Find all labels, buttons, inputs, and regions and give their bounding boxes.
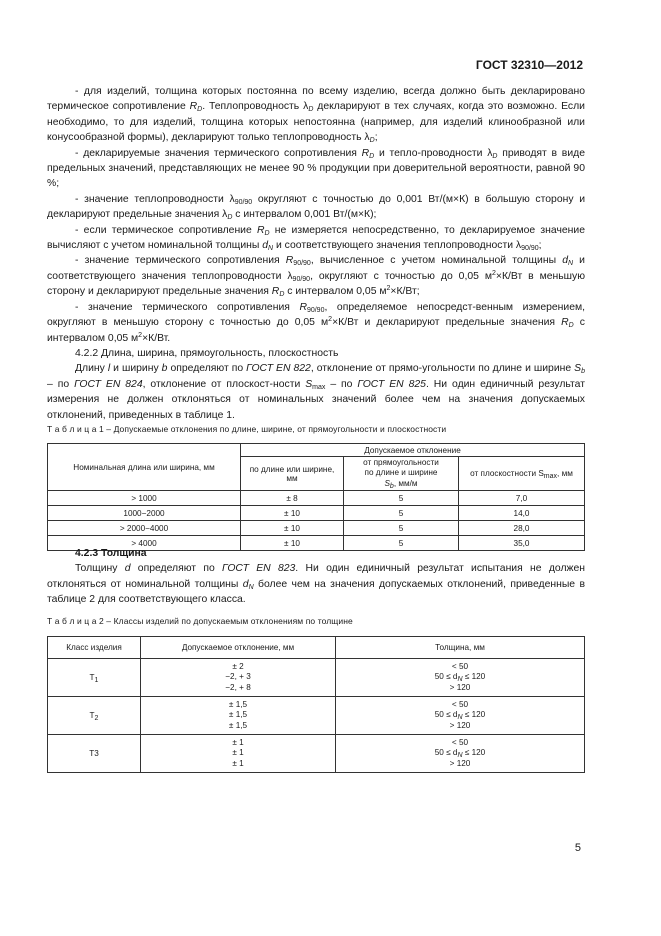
paragraph-1: - для изделий, толщина которых постоянна по всему изделию, всегда должно быть декларировано термическое сопротивление $R_D$. Теплопроводность $\lambda_D$ декларируют в тех случаях, когда это возможно. Если необходимо, то для изделий, толщина которых непостоянна (например, для изделий клинообразной или конусообразной формы), декларируют только теплопроводность $\lambda_D$; bbox=[47, 86, 585, 145]
table-1 bbox=[47, 443, 585, 551]
table-2-col-dev: Допускаемое отклонение, мм bbox=[141, 637, 336, 659]
table-row: T3 ± 1 ± 1 ± 1 < 50 $50 \le d_N \le 120$ > 120 bbox=[48, 735, 585, 773]
table-1-col-nominal: Номинальная длина или ширина, мм bbox=[48, 444, 241, 491]
table-row: > 4000 ± 10 5 35,0 bbox=[48, 536, 585, 551]
table-1-col-flat: от плоскостности $S_{max}$, мм bbox=[459, 457, 585, 491]
table-1-col-rect: от прямоугольности по длине и ширине $S_b$, мм/м bbox=[344, 457, 459, 491]
table-1-col-lw: по длине или ширине, мм bbox=[241, 457, 344, 491]
table-row: > 1000 ± 8 5 7,0 bbox=[48, 491, 585, 506]
paragraph-7: Длину l и ширину b определяют по ГОСТ EN 822, отклонение от прямо-угольности по длине и ширине $S_b$ – по ГОСТ EN 824, отклонение от плоскост-ности $S_{max}$ – по ГОСТ EN 825. Ни один единичный результат измерения не должен отклоняться от номинальных значений более чем на значения допускаемых отклонений, приведенных в таблице 1. bbox=[47, 363, 585, 421]
page-number: 5 bbox=[574, 842, 581, 854]
table-row: 1000−2000 ± 10 5 14,0 bbox=[48, 506, 585, 521]
section-4-2-3-title: 4.2.3 Толщина bbox=[75, 548, 147, 559]
section-4-2-2-title: 4.2.2 Длина, ширина, прямоугольность, плоскостность bbox=[75, 347, 339, 359]
table-1-group-header: Допускаемое отклонение bbox=[241, 444, 585, 457]
body-text bbox=[47, 84, 585, 423]
paragraph-6: - значение термического сопротивления $R_{90/90}$, определяемое непосредст-венным измерением, округляют в меньшую сторону с точностью до 0,05 $м^2\times К/Вт$ и декларируют предельные значения $R_D$ с интервалом 0,05 $м^2\times К/Вт$. bbox=[47, 301, 586, 344]
table-row: $T_1$ ± 2 −2, + 3 −2, + 8 < 50 $50 \le d_N \le 120$ > 120 bbox=[48, 659, 585, 697]
paragraph-2: - декларируемые значения термического сопротивления $R_D$ и тепло-проводности $\lambda_D$ приводят в виде предельных значений, представляющих не менее 90 % продукции при доверительной вероятности, равной 90 %; bbox=[47, 147, 585, 190]
table-2-caption: Т а б л и ц а 2 – Классы изделий по допускаемым отклонениям по толщине bbox=[47, 616, 353, 626]
paragraph-4: - если термическое сопротивление $R_D$ не измеряется непосредственно, то декларируемое значение вычисляют с учетом номинальной толщины $d_N$ и соответствующего значения теплопроводности $\lambda_{90/90}$; bbox=[47, 224, 585, 253]
table-row: > 2000−4000 ± 10 5 28,0 bbox=[48, 521, 585, 536]
table-2 bbox=[47, 636, 585, 773]
paragraph-8: Толщину d определяют по ГОСТ EN 823. Ни один единичный результат испытания не должен отклоняться от номинальной толщины $d_N$ более чем на значения допускаемых отклонений, приведенные в таблице 2 для соответствующего класса. bbox=[47, 563, 585, 606]
table-1-block bbox=[47, 424, 585, 551]
table-1-caption: Т а б л и ц а 1 – Допускаемые отклонения по длине, ширине, от прямоугольности и плоскостности bbox=[47, 424, 447, 434]
table-2-block bbox=[47, 616, 585, 773]
paragraph-5: - значение термического сопротивления $R_{90/90}$, вычисленное с учетом номинальной толщины $d_N$ и соответствующего значения теплопроводности $\lambda_{90/90}$, округляют с точностью до 0,05 $м^2\times К/Вт$ в меньшую сторону и декларируют предельные значения $R_D$ с интервалом 0,05 $м^2\times К/Вт$; bbox=[47, 255, 585, 299]
body-text-section-4-2-3 bbox=[47, 546, 585, 608]
paragraph-3: - значение теплопроводности $\lambda_{90/90}$ округляют с точностью до 0,001 Вт/(м×К) в большую сторону и декларируют предельные значения $\lambda_D$ с интервалом 0,001 Вт/(м×К); bbox=[47, 193, 585, 222]
table-2-col-class: Класс изделия bbox=[48, 637, 141, 659]
table-2-col-thickness: Толщина, мм bbox=[336, 637, 585, 659]
document-header: ГОСТ 32310—2012 bbox=[475, 58, 583, 72]
table-row: $T_2$ ± 1,5 ± 1,5 ± 1,5 < 50 $50 \le d_N \le 120$ > 120 bbox=[48, 697, 585, 735]
